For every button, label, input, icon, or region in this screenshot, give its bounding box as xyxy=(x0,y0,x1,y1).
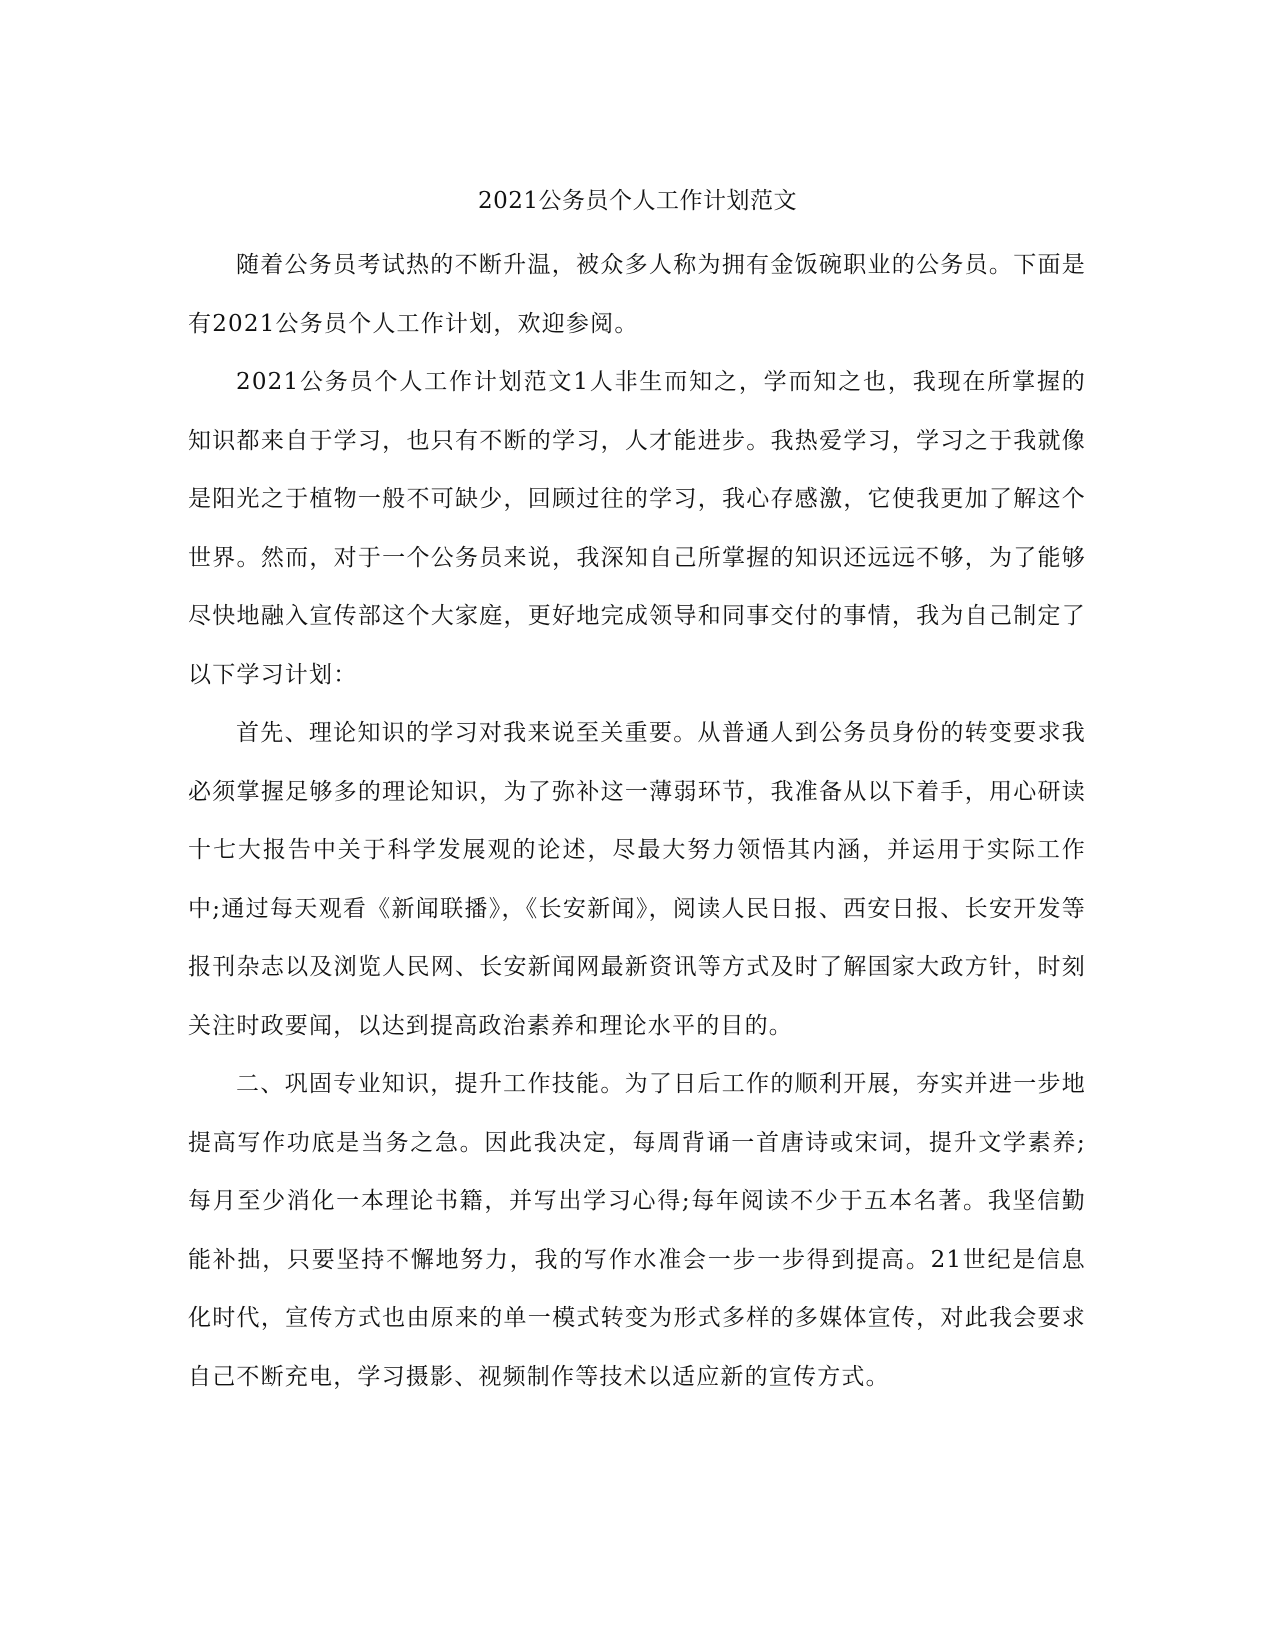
paragraph-intro: 随着公务员考试热的不断升温，被众多人称为拥有金饭碗职业的公务员。下面是有2021公务员个人工作计划，欢迎参阅。 xyxy=(188,252,1086,337)
paragraph-plan-1: 2021公务员个人工作计划范文1人非生而知之，学而知之也，我现在所掌握的知识都来自于学习，也只有不断的学习，人才能进步。我热爱学习，学习之于我就像是阳光之于植物一般不可缺少，回顾过往的学习，我心存感激，它使我更加了解这个世界。然而，对于一个公务员来说，我深知自己所掌握的知识还远远不够，为了能够尽快地融入宣传部这个大家庭，更好地完成领导和同事交付的事情，我为自己制定了以下学习计划： xyxy=(188,369,1086,688)
paragraph-theory-study: 首先、理论知识的学习对我来说至关重要。从普通人到公务员身份的转变要求我必须掌握足够多的理论知识，为了弥补这一薄弱环节，我准备从以下着手，用心研读十七大报告中关于科学发展观的论述，尽最大努力领悟其内涵，并运用于实际工作中;通过每天观看《新闻联播》，《长安新闻》，阅读人民日报、西安日报、长安开发等报刊杂志以及浏览人民网、长安新闻网最新资讯等方式及时了解国家大政方针，时刻关注时政要闻，以达到提高政治素养和理论水平的目的。 xyxy=(188,720,1086,1039)
document-body xyxy=(188,236,1086,1406)
paragraph-professional-skills: 二、巩固专业知识，提升工作技能。为了日后工作的顺利开展，夯实并进一步地提高写作功底是当务之急。因此我决定，每周背诵一首唐诗或宋词，提升文学素养;每月至少消化一本理论书籍，并写出学习心得;每年阅读不少于五本名著。我坚信勤能补拙，只要坚持不懈地努力，我的写作水准会一步一步得到提高。21世纪是信息化时代，宣传方式也由原来的单一模式转变为形式多样的多媒体宣传，对此我会要求自己不断充电，学习摄影、视频制作等技术以适应新的宣传方式。 xyxy=(188,1071,1086,1390)
document-title: 2021公务员个人工作计划范文 xyxy=(477,188,798,214)
